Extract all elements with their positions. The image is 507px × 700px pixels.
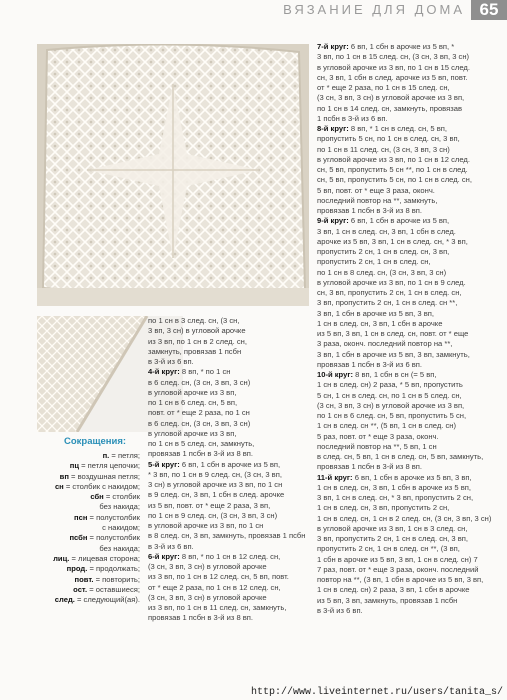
- instruction-line: [148, 398, 313, 408]
- instruction-line: [317, 370, 507, 380]
- instruction-text: 8 вп, * по 1 сн в 12 след. сн,: [179, 551, 281, 561]
- round-label: 11-й круг:: [317, 472, 353, 482]
- instruction-line: [148, 562, 313, 572]
- instruction-text: из 3 вп, по 1 сн в 12 след. сн, 5 вп, повт.: [148, 572, 289, 582]
- instruction-text: в угловой арочке из 3 вп, по 1 сн в 15 след.: [317, 62, 470, 72]
- instruction-text: 5 вп, повт. от * еще 3 раза, оконч.: [317, 185, 435, 195]
- instruction-text: арочке из 5 вп, 3 вп, 1 сн в след. сн, * 3 вп,: [317, 236, 468, 246]
- instruction-text: в 9 след. сн, 3 вп, 1 сбн в след. арочке: [148, 490, 285, 500]
- instruction-line: [148, 521, 313, 531]
- instruction-line: [317, 360, 507, 370]
- instruction-text: от * еще 2 раза, по 1 сн в 12 след. сн,: [148, 582, 281, 592]
- instruction-text: 6 вп, 1 сбн в арочке из 5 вп,: [179, 459, 281, 469]
- instruction-text: в угловой арочке из 3 вп, по 1 сн в 12 след.: [317, 154, 470, 164]
- instruction-line: [148, 613, 313, 623]
- instruction-line: [317, 339, 507, 349]
- instruction-text: по 1 сн в 11 след. сн, (3 сн, 3 вп, 3 сн): [317, 144, 450, 154]
- instruction-line: [317, 42, 507, 52]
- instruction-line: [317, 391, 507, 401]
- instruction-line: [317, 432, 507, 442]
- instruction-text: в 8 след. сн, 3 вп, замкнуть, провязав 1 псбн: [148, 531, 306, 541]
- instruction-text: 3 сн) в угловой арочке из 3 вп, по 1 сн: [148, 480, 283, 489]
- instruction-line: [317, 227, 507, 237]
- instruction-line: [317, 145, 507, 155]
- instruction-text: 3 раза, оконч. последний повтор на **,: [317, 339, 453, 349]
- instruction-text: 7 раз, повт. от * еще 3 раза, оконч. последний: [317, 564, 479, 574]
- instruction-line: [148, 388, 313, 398]
- instruction-line: [317, 544, 507, 554]
- instruction-line: [148, 542, 313, 552]
- instruction-line: [148, 357, 313, 367]
- instruction-line: [317, 186, 507, 196]
- instruction-line: [317, 83, 507, 93]
- instruction-line: [317, 514, 507, 524]
- instruction-text: 3 вп, 1 сн в след. сн, * 3 вп, пропустить 2 сн,: [317, 493, 474, 502]
- instruction-line: [148, 603, 313, 613]
- instruction-line: [317, 606, 507, 616]
- instruction-line: [148, 439, 313, 449]
- instruction-text: по 1 сн в 14 след. сн, замкнуть, провязав: [317, 103, 462, 113]
- instruction-line: [317, 216, 507, 226]
- instruction-text: от * еще 2 раза, по 1 сн в 15 след. сн,: [317, 83, 450, 92]
- instruction-line: [317, 206, 507, 216]
- instruction-text: 8 вп, * по 1 сн: [179, 367, 231, 377]
- abbreviation-term: повт.: [74, 574, 94, 584]
- abbreviation-term: сбн: [90, 492, 104, 502]
- instruction-text: пропустить 2 сн, 1 сн в след. сн **, (3 вп,: [317, 544, 460, 554]
- instruction-text: сн, 5 вп, пропустить 5 сн **, по 1 сн в след.: [317, 165, 468, 174]
- abbreviations-box: [10, 436, 140, 605]
- page-header: [0, 0, 507, 22]
- instruction-line: [148, 531, 313, 541]
- abbreviation-definition: = столбик с накидом;: [63, 481, 140, 491]
- instruction-line: [317, 278, 507, 288]
- abbreviation-item: [10, 502, 140, 512]
- instruction-text: 3 вп, 3 сн) в угловой арочке: [148, 326, 246, 336]
- instruction-text: 3 вп, 1 сбн в арочке из 5 вп, 3 вп, замкнуть,: [317, 349, 470, 359]
- instruction-line: [317, 52, 507, 62]
- instruction-text: по 1 сн в 3 след. сн, (3 сн,: [148, 316, 240, 325]
- instruction-text: 1 сн в след. сн) 2 раза, * 5 вп, пропустить: [317, 380, 463, 390]
- round-label: 4-й круг:: [148, 367, 180, 377]
- abbreviation-term: пц: [69, 461, 79, 471]
- instruction-line: [317, 63, 507, 73]
- instruction-line: [148, 501, 313, 511]
- instruction-text: по 1 сн в 6 след. сн, 5 вп, пропустить 5 сн,: [317, 411, 467, 420]
- instruction-line: [317, 585, 507, 595]
- instruction-text: (3 сн, 3 вп, 3 сн) в угловой арочке из 3 вп,: [317, 400, 465, 410]
- instruction-line: [148, 347, 313, 357]
- instruction-line: [317, 462, 507, 472]
- page-number: 65: [471, 0, 507, 20]
- instruction-text: в угловой арочке из 3 вп, по 1 сн: [148, 521, 264, 530]
- abbreviation-definition: = воздушная петля;: [68, 471, 140, 481]
- instruction-text: по 1 сн в 6 след. сн, 5 вп,: [148, 398, 238, 407]
- instruction-text: пропустить 2 сн, 1 сн в след. сн, 3 вп,: [317, 247, 450, 256]
- instruction-line: [317, 596, 507, 606]
- instruction-line: [317, 555, 507, 565]
- instruction-text: последний повтор на **, замкнуть,: [317, 195, 438, 205]
- instruction-line: [148, 552, 313, 562]
- instruction-text: 8 вп, * 1 сн в след. сн, 5 вп,: [348, 124, 447, 133]
- instruction-text: по 1 сн в 5 след. сн, замкнуть,: [148, 439, 255, 448]
- instruction-text: * 3 вп, по 1 сн в 9 след. сн, (3 сн, 3 вп,: [148, 469, 282, 479]
- abbreviation-item: [10, 523, 140, 533]
- instruction-line: [317, 237, 507, 247]
- abbreviation-item: [10, 472, 140, 482]
- instruction-line: [317, 268, 507, 278]
- instruction-text: из 5 вп, 3 вп, замкнуть, провязав 1 псбн: [317, 595, 458, 605]
- abbreviation-item: [10, 533, 140, 543]
- instruction-text: в 3-й из 6 вп.: [317, 605, 363, 615]
- instruction-text: 6 вп, 1 сбн в арочке из 5 вп, 3 вп,: [352, 472, 472, 482]
- abbreviation-item: [10, 461, 140, 471]
- instruction-text: 5 сн, 1 сн в след. сн, по 1 сн в 5 след. сн,: [317, 390, 462, 400]
- instruction-line: [148, 572, 313, 582]
- instruction-text: 3 вп, пропустить 2 сн, 1 сн в след. сн, 3 вп,: [317, 534, 468, 543]
- instruction-text: 1 псбн в 3-й из 6 вп.: [317, 113, 388, 123]
- instruction-text: 1 сн в след. сн, 3 вп, пропустить 2 сн,: [317, 503, 450, 513]
- instruction-line: [317, 473, 507, 483]
- instruction-text: пропустить 2 сн, 1 сн в след. сн,: [317, 257, 431, 267]
- instruction-text: из 5 вп, 3 вп, 1 сн в след. сн, повт. от * еще: [317, 329, 469, 338]
- instruction-text: в 6 след. сн, (3 сн, 3 вп, 3 сн): [148, 377, 251, 387]
- instruction-text: в 3-й из 6 вп.: [148, 357, 194, 366]
- instruction-line: [317, 380, 507, 390]
- instruction-text: в след. сн, 5 вп, 1 сн в след. сн, 5 вп, замкнуть,: [317, 452, 484, 461]
- instruction-line: [317, 575, 507, 585]
- instruction-text: 1 сн в след. сн **, (5 вп, 1 сн в след. сн): [317, 421, 457, 431]
- abbreviation-term: сн: [54, 481, 64, 491]
- abbreviation-item: [10, 595, 140, 605]
- abbreviation-term: ост.: [73, 584, 88, 594]
- abbreviation-term: п.: [102, 451, 110, 460]
- abbreviation-definition: = продолжать;: [87, 564, 140, 574]
- instruction-line: [148, 367, 313, 377]
- abbreviations-heading: Сокращения:: [64, 436, 127, 447]
- abbreviation-term: псн: [74, 512, 88, 522]
- instruction-line: [317, 134, 507, 144]
- instruction-line: [317, 565, 507, 575]
- instruction-line: [148, 419, 313, 429]
- instruction-line: [317, 288, 507, 298]
- instruction-line: [148, 449, 313, 459]
- instruction-line: [317, 73, 507, 83]
- instruction-line: [317, 104, 507, 114]
- instruction-line: [148, 490, 313, 500]
- instruction-text: 3 вп, по 1 сн в 15 след. сн, (3 сн, 3 вп, 3 сн): [317, 52, 470, 62]
- instruction-line: [148, 480, 313, 490]
- instruction-text: в 3-й из 6 вп.: [148, 541, 194, 551]
- instruction-line: [148, 337, 313, 347]
- instruction-text: 3 вп, 1 сбн в арочке из 5 вп, 3 вп,: [317, 308, 434, 318]
- abbreviation-definition: с накидом;: [102, 523, 140, 533]
- instruction-text: 6 вп, 1 сбн в арочке из 5 вп, *: [348, 42, 455, 51]
- instruction-text: по 1 сн в 8 след. сн, (3 сн, 3 вп, 3 сн): [317, 267, 447, 277]
- instruction-text: провязав 1 псбн в 3-й из 8 вп.: [148, 613, 254, 623]
- round-label: 10-й круг:: [317, 370, 354, 379]
- instruction-line: [317, 93, 507, 103]
- instruction-text: в угловой арочке из 3 вп,: [148, 387, 237, 397]
- instruction-line: [317, 257, 507, 267]
- instruction-text: (3 сн, 3 вп, 3 сн) в угловой арочке: [148, 592, 267, 602]
- instruction-text: в 6 след. сн, (3 сн, 3 вп, 3 сн): [148, 418, 251, 428]
- instruction-line: [317, 124, 507, 134]
- instruction-line: [317, 165, 507, 175]
- pillow-photo: [37, 44, 309, 306]
- instruction-text: провязав 1 псбн в 3-й из 6 вп.: [317, 359, 423, 369]
- instruction-text: в угловой арочке из 3 вп, 1 сн в 3 след. сн,: [317, 523, 468, 533]
- instruction-line: [317, 196, 507, 206]
- abbreviation-term: прод.: [66, 564, 88, 574]
- abbreviation-definition: без накида;: [99, 502, 140, 512]
- abbreviation-item: [10, 492, 140, 502]
- abbreviation-term: вп: [59, 471, 69, 481]
- abbreviation-item: [10, 513, 140, 523]
- instruction-text: 5 раз, повт. от * еще 3 раза, оконч.: [317, 431, 439, 441]
- round-label: 8-й круг:: [317, 124, 349, 133]
- abbreviation-definition: = петля;: [109, 451, 140, 460]
- abbreviation-definition: = повторить;: [93, 574, 140, 584]
- instruction-line: [317, 114, 507, 124]
- instruction-text: 3 вп, 1 сн в след. сн, 3 вп, 1 сбн в след.: [317, 226, 456, 236]
- instruction-text: 1 сбн в арочке из 5 вп, 3 вп, 1 сн в след. сн) 7: [317, 554, 478, 564]
- abbreviation-item: [10, 451, 140, 461]
- instruction-text: 3 вп, пропустить 2 сн, 1 сн в след. сн **,: [317, 298, 458, 308]
- instruction-text: в угловой арочке из 3 вп, по 1 сн в 9 след.: [317, 277, 466, 287]
- instructions-middle-column: [148, 316, 313, 624]
- abbreviation-item: [10, 575, 140, 585]
- instruction-text: из 5 вп, повт. от * еще 2 раза, 3 вп,: [148, 500, 271, 510]
- abbreviation-definition: = полустолбик: [87, 512, 140, 522]
- instructions-right-column: [317, 42, 507, 616]
- instruction-text: замкнуть, провязав 1 псбн: [148, 346, 242, 356]
- instruction-text: из 3 вп, по 1 сн в 11 след. сн, замкнуть,: [148, 603, 287, 612]
- instruction-line: [317, 503, 507, 513]
- instruction-line: [148, 460, 313, 470]
- instruction-line: [148, 316, 313, 326]
- instruction-line: [317, 298, 507, 308]
- instruction-line: [317, 155, 507, 165]
- instruction-line: [317, 309, 507, 319]
- instruction-line: [317, 442, 507, 452]
- instruction-text: 1 сн в след. сн, 1 сн в 2 след. сн, (3 сн, 3 вп, 3 сн): [317, 513, 492, 523]
- instruction-line: [317, 534, 507, 544]
- instruction-text: провязав 1 псбн в 3-й из 8 вп.: [317, 206, 423, 215]
- instruction-text: повт. от * еще 2 раза, по 1 сн: [148, 408, 250, 418]
- abbreviation-term: псбн: [69, 533, 88, 543]
- instruction-text: (3 сн, 3 вп, 3 сн) в угловой арочке: [148, 562, 267, 571]
- round-label: 5-й круг:: [148, 459, 180, 469]
- abbreviation-definition: = оставшиеся;: [87, 584, 140, 594]
- instruction-text: сн, 3 вп, 1 сбн в след. арочке из 5 вп, повт.: [317, 72, 468, 82]
- abbreviation-item: [10, 585, 140, 595]
- instruction-line: [317, 401, 507, 411]
- instruction-line: [148, 593, 313, 603]
- round-label: 9-й круг:: [317, 216, 349, 226]
- instruction-line: [317, 452, 507, 462]
- source-url: http://www.liveinternet.ru/users/tanita_s/: [250, 687, 503, 698]
- abbreviation-definition: без накида;: [99, 543, 140, 553]
- instruction-text: провязав 1 псбн в 3-й из 8 вп.: [148, 449, 254, 459]
- instruction-line: [317, 524, 507, 534]
- instruction-line: [148, 583, 313, 593]
- instruction-text: 8 вп, 1 сбн в сн (= 5 вп,: [353, 370, 437, 379]
- instruction-line: [148, 470, 313, 480]
- instruction-text: 6 вп, 1 сбн в арочке из 5 вп,: [348, 216, 450, 226]
- instruction-text: (3 сн, 3 вп, 3 сн) в угловой арочке из 3 вп,: [317, 93, 465, 103]
- instruction-line: [148, 378, 313, 388]
- instruction-line: [317, 329, 507, 339]
- abbreviation-item: [10, 544, 140, 554]
- instruction-text: пропустить 5 сн, по 1 сн в след. сн, 3 вп,: [317, 134, 460, 144]
- instruction-text: из 3 вп, по 1 сн в 2 след. сн,: [148, 336, 247, 346]
- instruction-line: [317, 493, 507, 503]
- instruction-text: сн, 3 вп, пропустить 2 сн, 1 сн в след. сн,: [317, 288, 462, 297]
- instruction-line: [148, 326, 313, 336]
- abbreviation-item: [10, 482, 140, 492]
- abbreviation-definition: = столбик: [103, 492, 140, 502]
- abbreviation-definition: = следующий(ая).: [74, 595, 140, 605]
- instruction-line: [317, 483, 507, 493]
- section-title: ВЯЗАНИЕ ДЛЯ ДОМА: [283, 2, 465, 17]
- instruction-text: 1 сн в след. сн, 3 вп, 1 сбн в арочке из 5 вп,: [317, 482, 471, 492]
- abbreviation-item: [10, 564, 140, 574]
- abbreviation-term: лиц.: [53, 553, 70, 563]
- abbreviation-term: след.: [54, 595, 75, 605]
- instruction-line: [317, 421, 507, 431]
- abbreviation-definition: = лицевая сторона;: [69, 553, 140, 563]
- instruction-text: повтор на **, (3 вп, 1 сбн в арочке из 5 вп, 3 вп,: [317, 575, 484, 584]
- instruction-text: 1 сн в след. сн) 2 раза, 3 вп, 1 сбн в арочке: [317, 585, 470, 595]
- abbreviation-definition: = петля цепочки;: [79, 461, 140, 471]
- instruction-text: последний повтор на **, 5 вп, 1 сн: [317, 441, 437, 451]
- abbreviation-definition: = полустолбик: [87, 533, 140, 543]
- instruction-line: [317, 350, 507, 360]
- instruction-line: [148, 408, 313, 418]
- instruction-line: [317, 175, 507, 185]
- instruction-line: [317, 247, 507, 257]
- round-label: 7-й круг:: [317, 42, 349, 51]
- instruction-text: 1 сн в след. сн, 3 вп, 1 сбн в арочке: [317, 318, 443, 328]
- instruction-text: провязав 1 псбн в 3-й из 8 вп.: [317, 462, 423, 472]
- instruction-text: сн, 5 вп, пропустить 5 сн, по 1 сн в след. сн,: [317, 175, 472, 185]
- instruction-line: [148, 429, 313, 439]
- instruction-line: [317, 319, 507, 329]
- abbreviation-item: [10, 554, 140, 564]
- round-label: 6-й круг:: [148, 551, 180, 561]
- instruction-text: в угловой арочке из 3 вп,: [148, 428, 237, 438]
- instruction-line: [148, 511, 313, 521]
- instruction-text: по 1 сн в 9 след. сн, (3 сн, 3 вп, 3 сн): [148, 510, 278, 520]
- instruction-line: [317, 411, 507, 421]
